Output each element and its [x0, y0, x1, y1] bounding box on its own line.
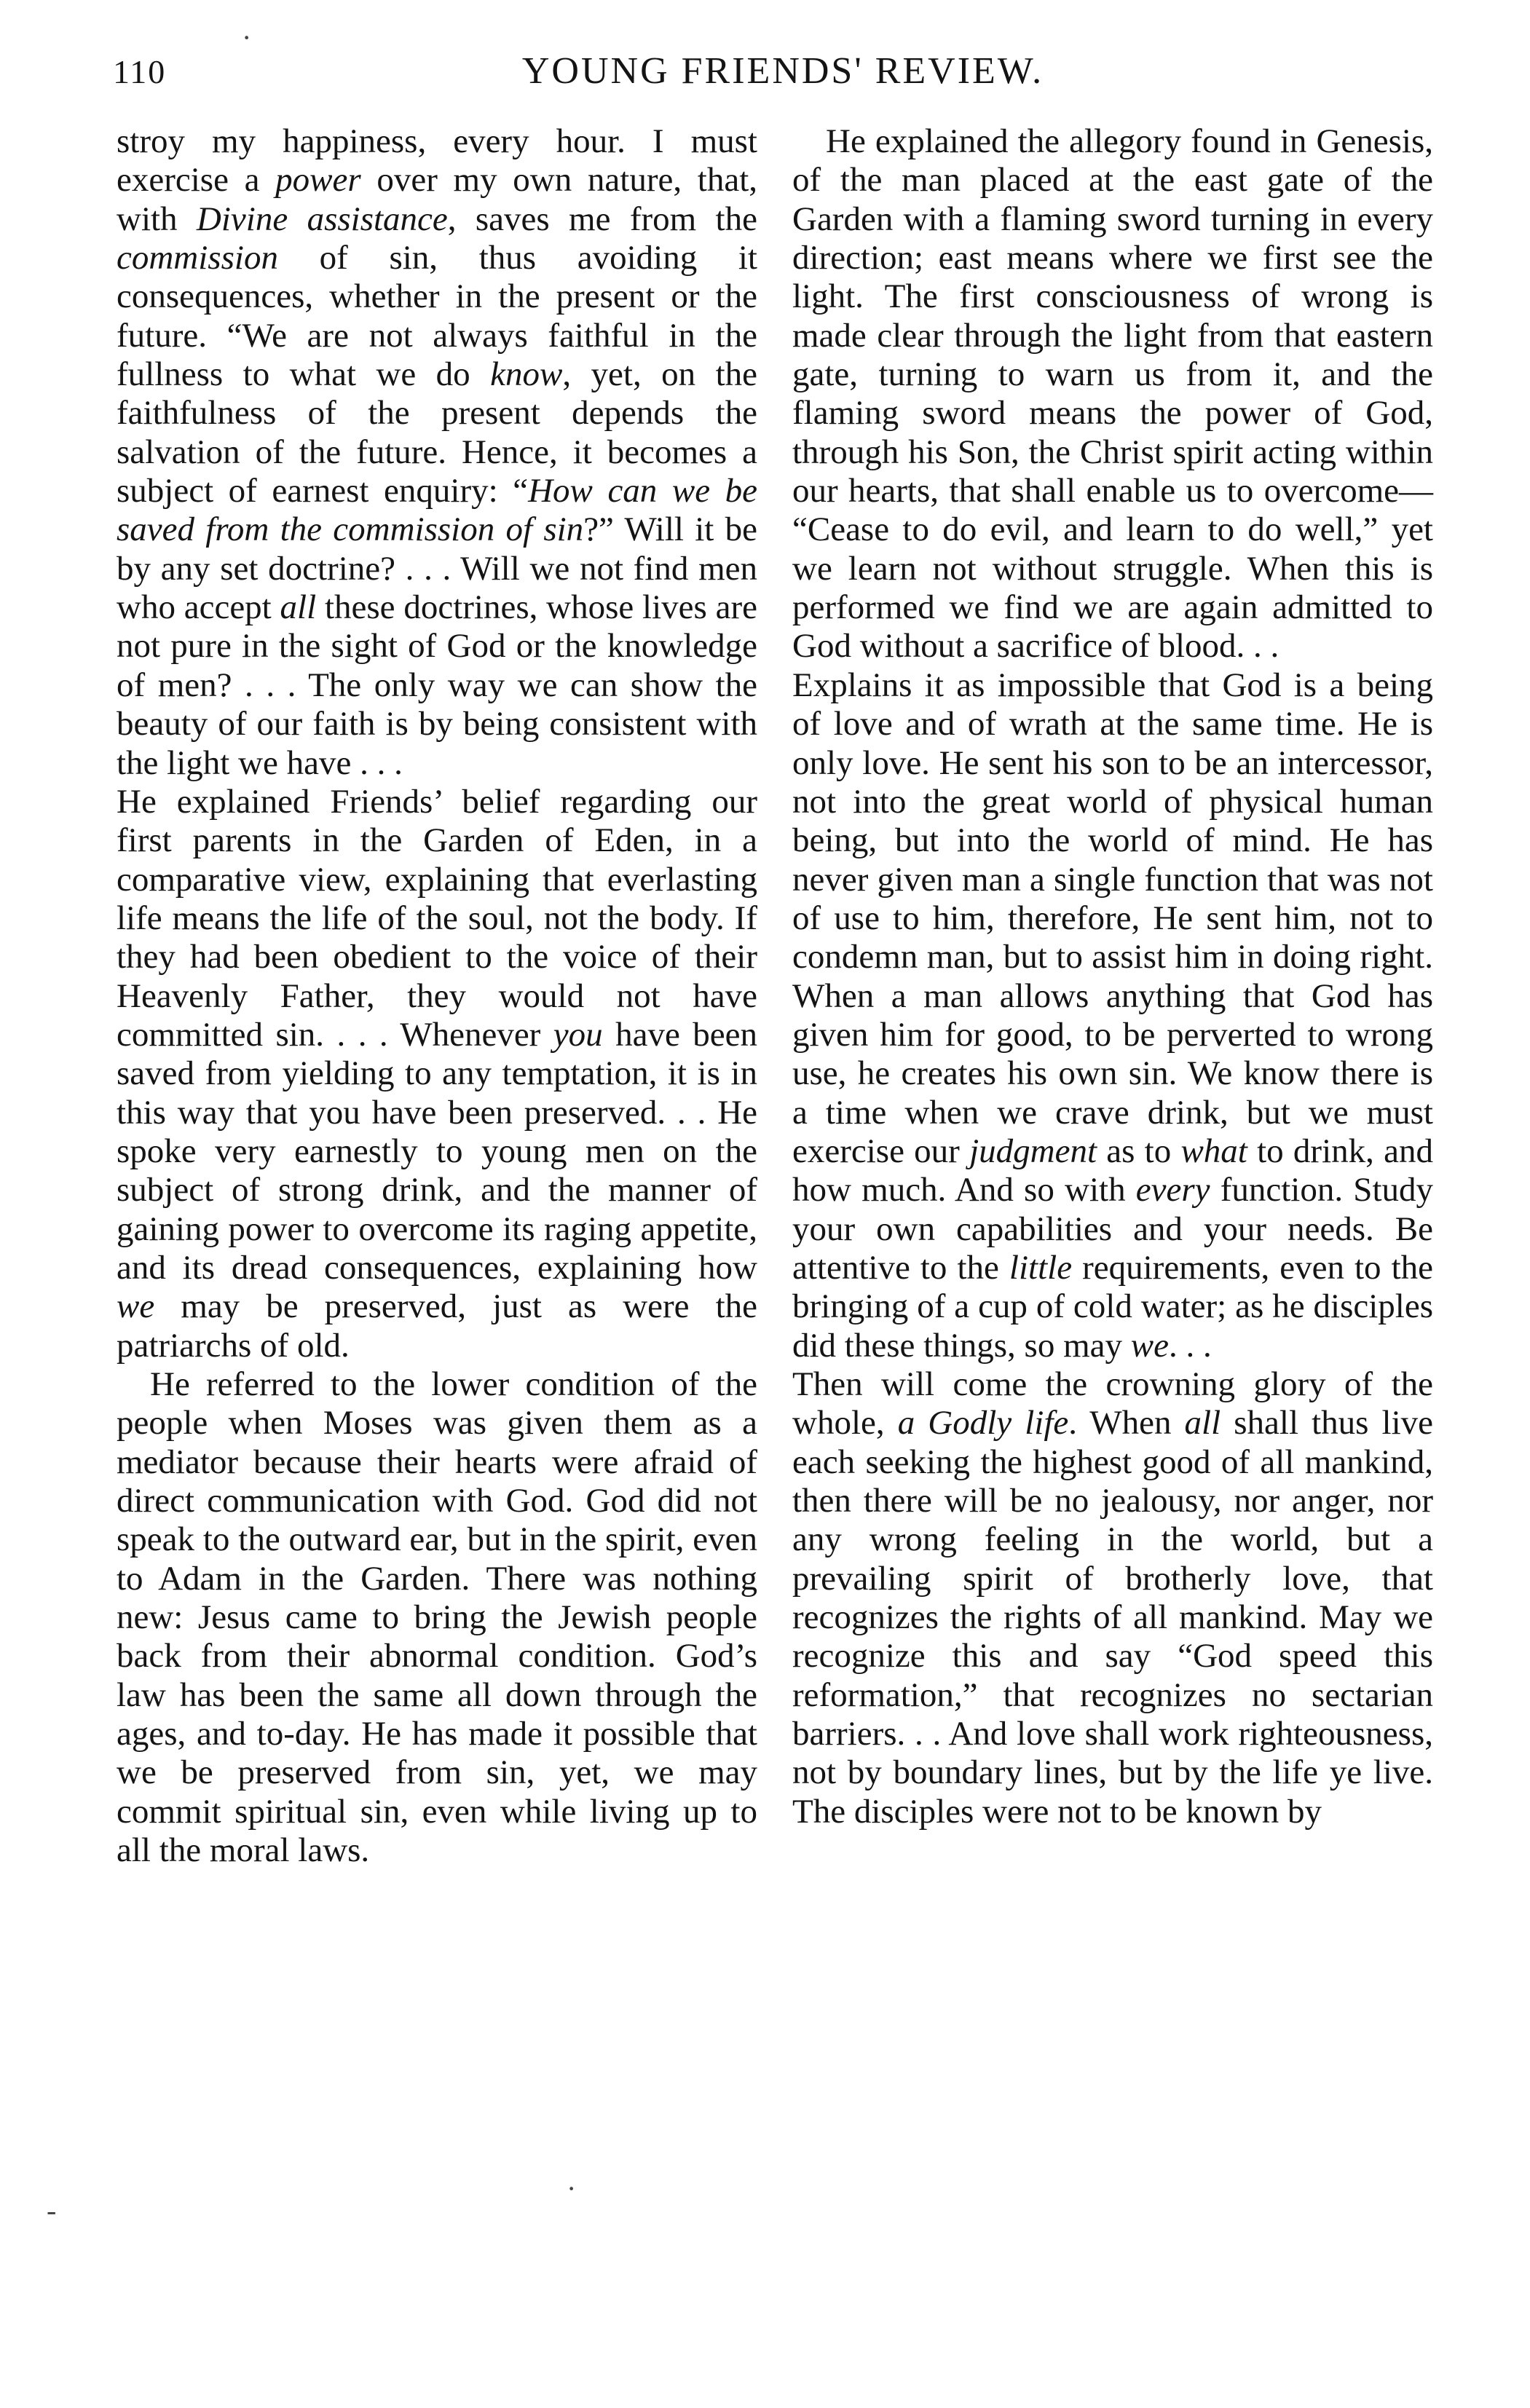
right-column: [792, 122, 1433, 1831]
left-column: [117, 122, 757, 1870]
left-paragraph-2: He explained Friends’ belief regarding our first parents in the Garden of Eden, in a comparative view, explaining that everlasting life means the life of the soul, not the body. If they had been obedient to the voice of their Heavenly Father, they would not have committed sin. . . . Whenever you have been saved from yielding to any temptation, it is in this way that you have been preserved. . . He spoke very earnestly to young men on the subject of strong drink, and the manner of gaining power to overcome its raging appetite, and its dread consequences, explaining how we may be preserved, just as were the patriarchs of old.: [117, 782, 757, 1365]
running-title: YOUNG FRIENDS' REVIEW.: [521, 50, 1044, 92]
page-number: 110: [113, 53, 167, 90]
print-speck: ·: [242, 21, 252, 54]
left-paragraph-3: He referred to the lower condition of the people when Moses was given them as a mediator because their hearts were afraid of direct communication with God. God did not speak to the outward ear, but in the spirit, even to Adam in the Garden. There was nothing new: Jesus came to bring the Jewish people back from their abnormal condition. God’s law has been the same all down through the ages, and to-day. He has made it possible that we be preserved from sin, yet, we may commit spiritual sin, even while living up to all the moral laws.: [117, 1365, 757, 1870]
page-header: [113, 45, 1453, 111]
right-paragraph-1: He explained the allegory found in Genesis, of the man placed at the east gate of the Garden with a flaming sword turning in every direction; east means where we first see the light. The first consciousness of wrong is made clear through the light from that eastern gate, turning to warn us from it, and the flaming sword means the power of God, through his Son, the Christ spirit acting within our hearts, that shall enable us to overcome— “Cease to do evil, and learn to do well,” yet we learn not without struggle. When this is performed we find we are again admitted to God without a sacrifice of blood. . .: [792, 122, 1433, 666]
print-speck: -: [47, 2194, 57, 2227]
left-paragraph-1: stroy my happiness, every hour. I must exercise a power over my own nature, that, with Divine assistance, saves me from the commission of sin, thus avoiding it consequences, whether in the present or the future. “We are not always faithful in the fullness to what we do know, yet, on the faithfulness of the present depends the salvation of the future. Hence, it becomes a subject of earnest enquiry: “How can we be saved from the commission of sin?” Will it be by any set doctrine? . . . Will we not find men who accept all these doctrines, whose lives are not pure in the sight of God or the knowledge of men? . . . The only way we can show the beauty of our faith is by being consistent with the light we have . . .: [117, 122, 757, 782]
print-speck: ·: [567, 2172, 577, 2205]
right-paragraph-3: Then will come the crowning glory of the whole, a Godly life. When all shall thus live each seeking the highest good of all mankind, then there will be no jealousy, nor anger, nor any wrong feeling in the world, but a prevailing spirit of brotherly love, that recognizes the rights of all mankind. May we recognize this and say “God speed this reformation,” that recognizes no sectarian barriers. . . And love shall work righteousness, not by boundary lines, but by the life ye live. The disciples were not to be known by: [792, 1365, 1433, 1831]
right-paragraph-2: Explains it as impossible that God is a being of love and of wrath at the same time. He is only love. He sent his son to be an intercessor, not into the great world of physical human being, but into the world of mind. He has never given man a single function that was not of use to him, therefore, He sent him, not to condemn man, but to assist him in doing right. When a man allows anything that God has given him for good, to be perverted to wrong use, he creates his own sin. We know there is a time when we crave drink, but we must exercise our judgment as to what to drink, and how much. And so with every function. Study your own capabilities and your needs. Be attentive to the little requirements, even to the bringing of a cup of cold water; as he disciples did these things, so may we. . .: [792, 666, 1433, 1365]
